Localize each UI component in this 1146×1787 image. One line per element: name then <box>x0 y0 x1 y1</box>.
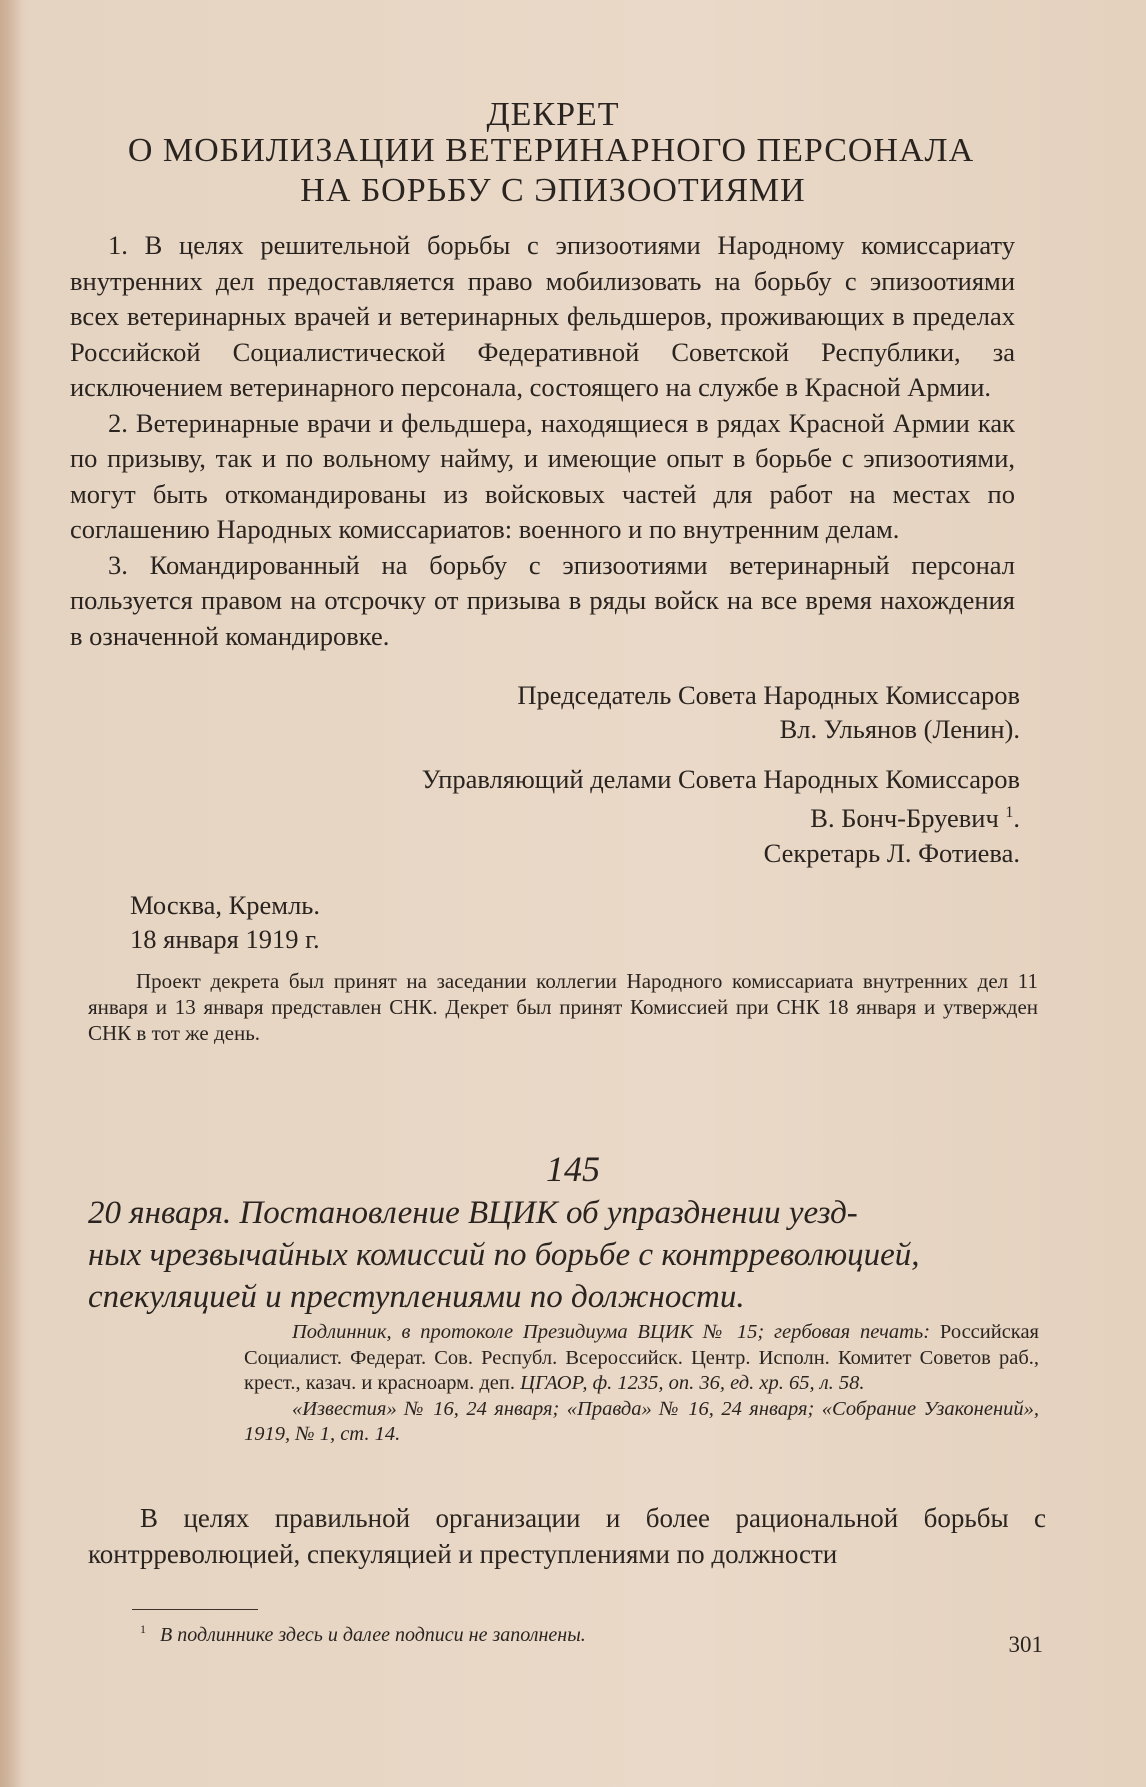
signature-chairman-title: Председатель Совета Народных Комиссаров <box>517 680 1020 710</box>
decree-paragraph-3: 3. Командированный на борьбу с эпизоотиями ветеринарный персонал пользуется правом на отсрочку от призыва в ряды войск на все время нахождения в означенной командировке. <box>70 549 1015 651</box>
document-title <box>88 1192 1046 1318</box>
footnote <box>140 1616 586 1648</box>
signature-secretary: Секретарь Л. Фотиева. <box>763 838 1020 868</box>
decree-body <box>70 228 1015 654</box>
page-number: 301 <box>1008 1632 1043 1657</box>
signature-manager-name: В. Бонч-Бруевич <box>810 802 999 833</box>
signature-manager <box>422 762 1020 835</box>
document-title-line1: 20 января. Постановление ВЦИК об упразднении уезд- <box>88 1195 858 1231</box>
source-reference <box>244 1320 1039 1448</box>
document-title-line2: ных чрезвычайных комиссий по борьбе с контрреволюцией, <box>88 1237 920 1273</box>
source-label: Подлинник, в протоколе Президиума ВЦИК № 15; гербовая печать: <box>292 1321 931 1343</box>
decree-date: 18 января 1919 г. <box>130 924 320 954</box>
signature-manager-title: Управляющий делами Совета Народных Комиссаров <box>421 764 1020 794</box>
signature-chairman <box>517 678 1020 746</box>
editorial-note-text: Проект декрета был принят на заседании коллегии Народного комиссариата внутренних дел 11 января и 13 января представлен СНК. Декрет был принят Комиссией при СНК 18 января и утвержден СНК в тот же день. <box>88 969 1038 1045</box>
footnote-divider <box>132 1609 258 1610</box>
decree-title: ДЕКРЕТ <box>486 96 620 133</box>
document-number: 145 <box>546 1149 600 1189</box>
decree-paragraph-2: 2. Ветеринарные врачи и фельдшера, находящиеся в рядах Красной Армии как по призыву, так и по вольному найму, и имеющие опыт в борьбе с эпизоотиями, могут быть откомандированы из войсковых частей для работ на местах по соглашению Народных комиссариатов: военного и по внутренним делам. <box>70 407 1015 544</box>
document-text <box>88 1500 1046 1572</box>
decree-place: Москва, Кремль. <box>130 890 321 920</box>
editorial-note <box>88 968 1038 1046</box>
decree-subtitle-line1: О МОБИЛИЗАЦИИ ВЕТЕРИНАРНОГО ПЕРСОНАЛА <box>127 132 975 169</box>
source-publications: «Известия» № 16, 24 января; «Правда» № 16, 24 января; «Собрание Узаконений», 1919, № 1, ст. 14. <box>244 1397 1039 1445</box>
source-archive: ЦГАОР, ф. 1235, оп. 36, ед. хр. 65, л. 58. <box>520 1372 865 1394</box>
footnote-text: В подлиннике здесь и далее подписи не заполнены. <box>160 1623 586 1646</box>
footnote-mark: 1 <box>140 1622 146 1636</box>
signature-manager-period: . <box>1013 802 1020 833</box>
footnote-reference[interactable]: 1 <box>1005 804 1014 821</box>
signature-chairman-name: Вл. Ульянов (Ленин). <box>779 714 1020 744</box>
source-stamp: Российская Социалист. Федерат. Сов. Республ. Всероссийск. Центр. Исполн. Комитет Советов раб., крест., казач. и красноарм. деп. <box>244 1321 1039 1394</box>
document-title-line3: спекуляцией и преступлениями по должности. <box>88 1279 745 1315</box>
signature-manager-line <box>422 796 1020 835</box>
source-archival <box>244 1320 1039 1397</box>
decree-subtitle-line2: НА БОРЬБУ С ЭПИЗООТИЯМИ <box>300 172 806 209</box>
decree-paragraph-1: 1. В целях решительной борьбы с эпизоотиями Народному комиссариату внутренних дел предоставляется право мобилизовать на борьбу с эпизоотиями всех ветеринарных врачей и ветеринарных фельдшеров, проживающих в пределах Российской Социалистической Федеративной Советской Республики, за исключением ветеринарного персонала, состоящего на службе в Красной Армии. <box>70 230 1015 402</box>
document-text-start: В целях правильной организации и более рациональной борьбы с контрреволюцией, спекуляцией и преступлениями по должности <box>88 1503 1046 1569</box>
